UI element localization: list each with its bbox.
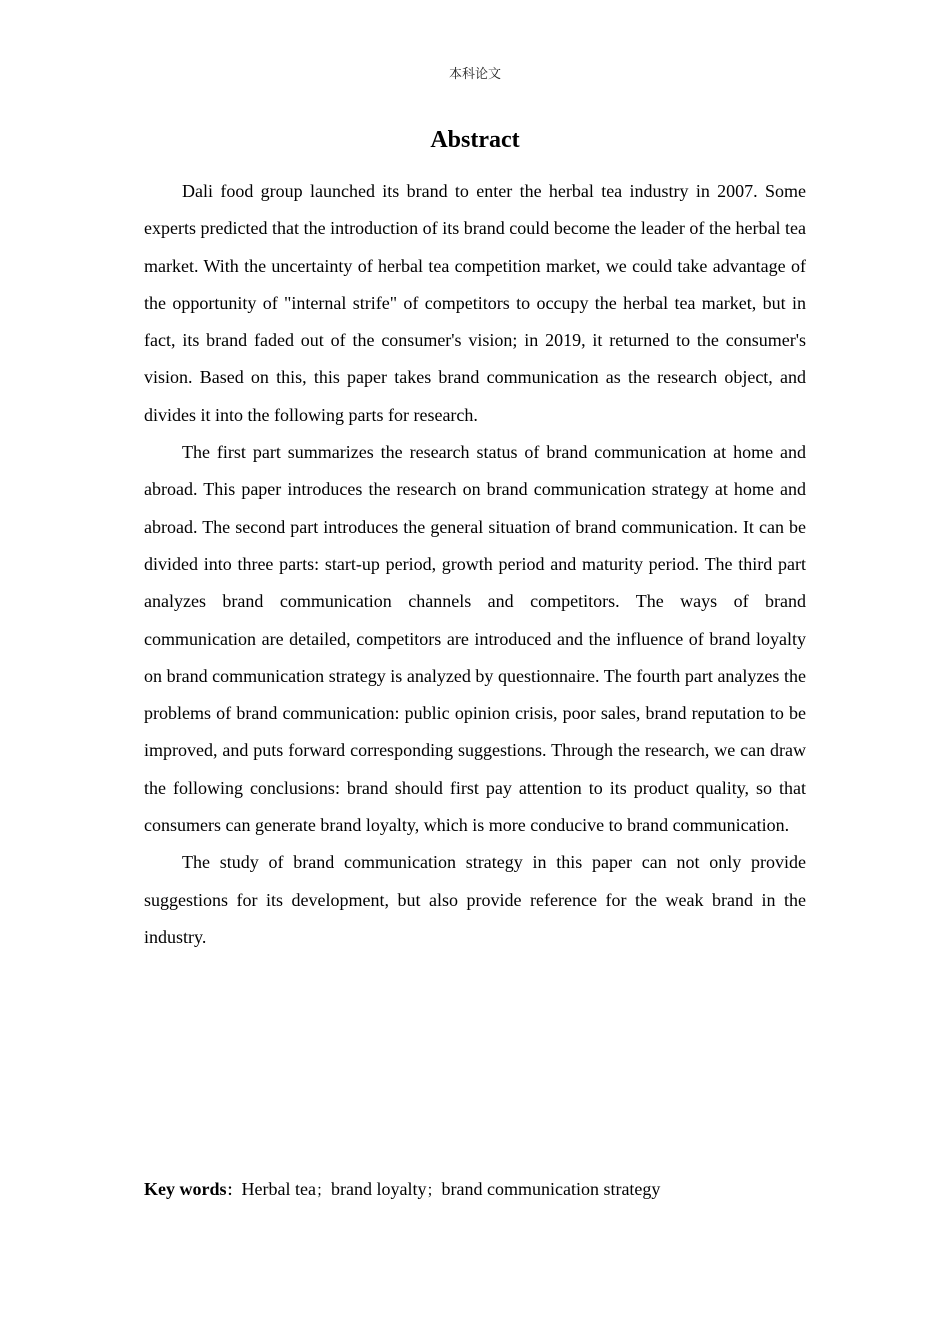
keywords-label-separator: ： [226, 1181, 242, 1199]
keyword-item: brand loyalty [330, 1179, 427, 1199]
keyword-item: brand communication strategy [441, 1179, 661, 1199]
abstract-title: Abstract [430, 127, 520, 153]
abstract-paragraph-3: The study of brand communication strategy in this paper can not only provide suggestions for its development, but also provide reference for the weak brand in the industry. [144, 852, 806, 947]
keywords-label: Key words [144, 1179, 227, 1199]
keyword-item: Herbal tea [241, 1179, 316, 1199]
running-header: 本科论文 [448, 67, 501, 82]
keyword-separator: ； [315, 1181, 331, 1199]
keywords-line [144, 1174, 806, 1205]
abstract-body [144, 173, 806, 956]
keyword-separator: ； [426, 1181, 442, 1199]
abstract-paragraph-2: The first part summarizes the research status of brand communication at home and abroad. This paper introduces the research on brand communication strategy at home and abroad. The second part introduces the general situation of brand communication. It can be divided into three parts: start-up period, growth period and maturity period. The third part analyzes brand communication channels and competitors. The ways of brand communication are detailed, competitors are introduced and the influence of brand loyalty on brand communication strategy is analyzed by questionnaire. The fourth part analyzes the problems of brand communication: public opinion crisis, poor sales, brand reputation to be improved, and puts forward corresponding suggestions. Through the research, we can draw the following conclusions: brand should first pay attention to its product quality, so that consumers can generate brand loyalty, which is more conducive to brand communication. [144, 442, 806, 836]
abstract-paragraph-1: Dali food group launched its brand to enter the herbal tea industry in 2007. Some experts predicted that the introduction of its brand could become the leader of the herbal tea market. With the uncertainty of herbal tea competition market, we could take advantage of the opportunity of "internal strife" of competitors to occupy the herbal tea market, but in fact, its brand faded out of the consumer's vision; in 2019, it returned to the consumer's vision. Based on this, this paper takes brand communication as the research object, and divides it into the following parts for research. [144, 181, 806, 425]
